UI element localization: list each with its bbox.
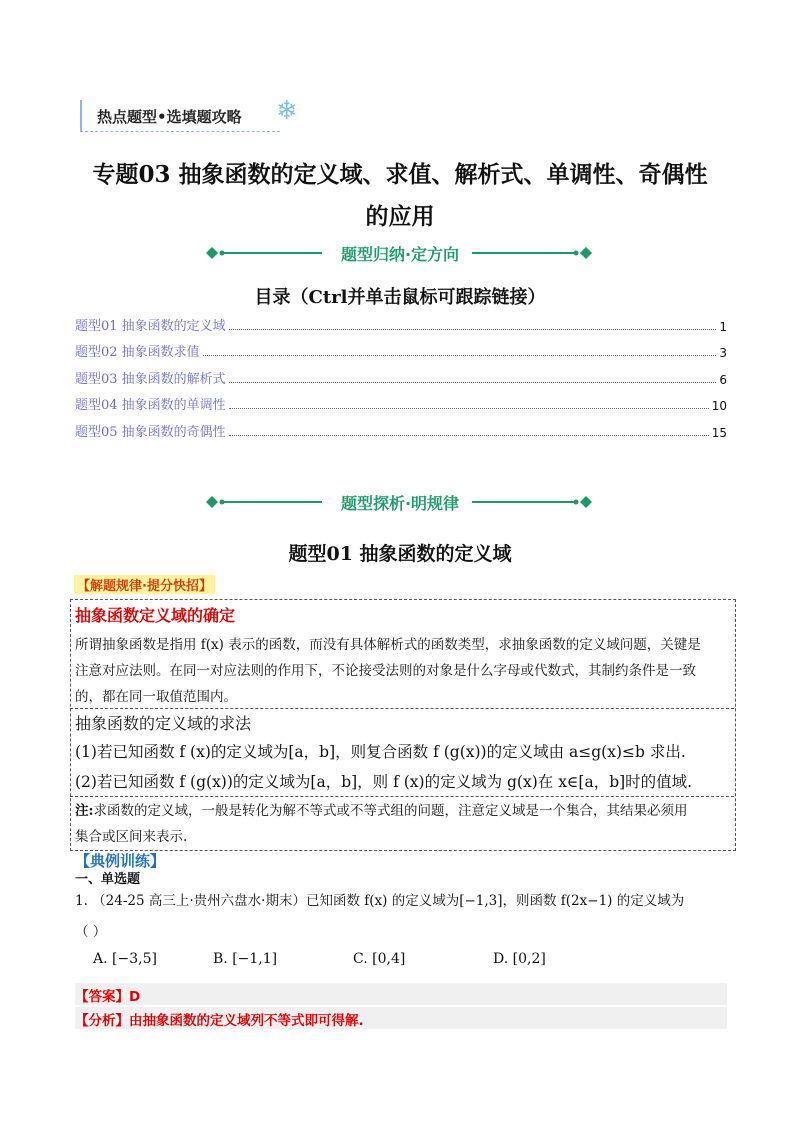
section-banner-1 bbox=[0, 241, 800, 265]
option-value: [0,2] bbox=[512, 951, 546, 967]
toc-item-label[interactable]: 题型01 抽象函数的定义域 bbox=[75, 319, 226, 334]
option-value: [−1,1] bbox=[232, 951, 278, 967]
toc-leader-dots bbox=[229, 435, 709, 436]
box-subheading: 抽象函数的定义域的求法 bbox=[75, 714, 252, 733]
option-value: [0,4] bbox=[372, 951, 406, 967]
snowflake-icon: ❄ bbox=[276, 96, 298, 126]
option-a bbox=[93, 951, 157, 967]
option-d bbox=[493, 951, 546, 967]
toc-leader-dots bbox=[229, 382, 717, 383]
header-tag: 热点题型•选填题攻略 bbox=[97, 108, 242, 126]
toc-item-page: 15 bbox=[711, 426, 727, 440]
toc-heading: 目录（Ctrl并单击鼠标可跟踪链接） bbox=[254, 287, 546, 308]
rule-tag: 【解题规律·提分快招】 bbox=[74, 575, 215, 594]
option-label: B. bbox=[213, 951, 228, 967]
toc-item-page: 1 bbox=[719, 320, 727, 334]
answer-bar bbox=[75, 983, 727, 1005]
toc-item-page: 3 bbox=[719, 346, 727, 360]
toc-item[interactable] bbox=[75, 342, 727, 360]
toc-item[interactable] bbox=[75, 422, 727, 440]
header-accent-bar bbox=[80, 100, 82, 132]
option-value: [−3,5] bbox=[112, 951, 157, 967]
method-box-title: 抽象函数定义域的确定 bbox=[75, 606, 236, 625]
header-underline bbox=[80, 131, 280, 132]
toc-item-label[interactable]: 题型03 抽象函数的解析式 bbox=[75, 372, 226, 387]
toc-item-label[interactable]: 题型02 抽象函数求值 bbox=[75, 345, 200, 360]
note-line: 集合或区间来表示. bbox=[75, 829, 188, 845]
formula-line: (1)若已知函数 f (x)的定义域为[a，b]，则复合函数 f (g(x))的定义域由 a≤g(x)≤b 求出. bbox=[75, 743, 686, 761]
toc-item[interactable] bbox=[75, 369, 727, 387]
option-label: C. bbox=[353, 951, 368, 967]
paragraph-line: 注意对应法则。在同一对应法则的作用下，不论接受法则的对象是什么字母或代数式，其制约条件是一致 bbox=[75, 663, 696, 679]
section-banner-2 bbox=[0, 490, 800, 514]
option-b bbox=[213, 951, 277, 967]
banner-text: 题型探析·明规律 bbox=[340, 494, 460, 513]
formula-line: (2)若已知函数 f (g(x))的定义域为[a，b]，则 f (x)的定义域为 g(x)在 x∈[a，b]时的值域. bbox=[75, 773, 693, 791]
option-label: D. bbox=[493, 951, 509, 967]
page-title-line1: 专题03 抽象函数的定义域、求值、解析式、单调性、奇偶性 bbox=[92, 161, 708, 188]
example-tag: 【典例训练】 bbox=[75, 852, 166, 870]
box-divider bbox=[70, 796, 734, 797]
toc-item[interactable] bbox=[75, 395, 727, 413]
analysis-text: 【分析】由抽象函数的定义域列不等式即可得解. bbox=[75, 1013, 364, 1029]
note-text: 求函数的定义域，一般是转化为解不等式或不等式组的问题，注意定义域是一个集合，其结果必须用 bbox=[93, 803, 688, 819]
page-title-line2: 的应用 bbox=[365, 203, 435, 230]
paragraph-line: 所谓抽象函数是指用 f(x) 表示的函数，而没有具体解析式的函数类型，求抽象函数的定义域问题，关键是 bbox=[75, 637, 701, 653]
toc-item-page: 6 bbox=[719, 373, 727, 387]
toc-leader-dots bbox=[229, 408, 709, 409]
question-category: 一、单选题 bbox=[75, 872, 141, 887]
note-line bbox=[75, 798, 727, 824]
toc-leader-dots bbox=[229, 329, 717, 330]
option-c bbox=[353, 951, 405, 967]
toc-leader-dots bbox=[203, 355, 717, 356]
paragraph-line: 的，都在同一取值范围内。 bbox=[75, 689, 237, 705]
box-divider bbox=[70, 708, 734, 709]
toc-item[interactable] bbox=[75, 316, 727, 334]
answer-blank: （ ） bbox=[75, 924, 107, 940]
note-label: 注: bbox=[75, 803, 94, 819]
option-label: A. bbox=[93, 951, 108, 967]
toc-item-page: 10 bbox=[711, 399, 727, 413]
toc-item-label[interactable]: 题型05 抽象函数的奇偶性 bbox=[75, 425, 226, 440]
section-title: 题型01 抽象函数的定义域 bbox=[288, 543, 512, 565]
question-text: 1. （24-25 高三上·贵州六盘水·期末）已知函数 f(x) 的定义域为[−1,3]，则函数 f(2x−1) 的定义域为 bbox=[75, 893, 685, 909]
answer-text: 【答案】D bbox=[75, 989, 141, 1005]
toc-item-label[interactable]: 题型04 抽象函数的单调性 bbox=[75, 398, 226, 413]
banner-text: 题型归纳·定方向 bbox=[340, 245, 460, 264]
